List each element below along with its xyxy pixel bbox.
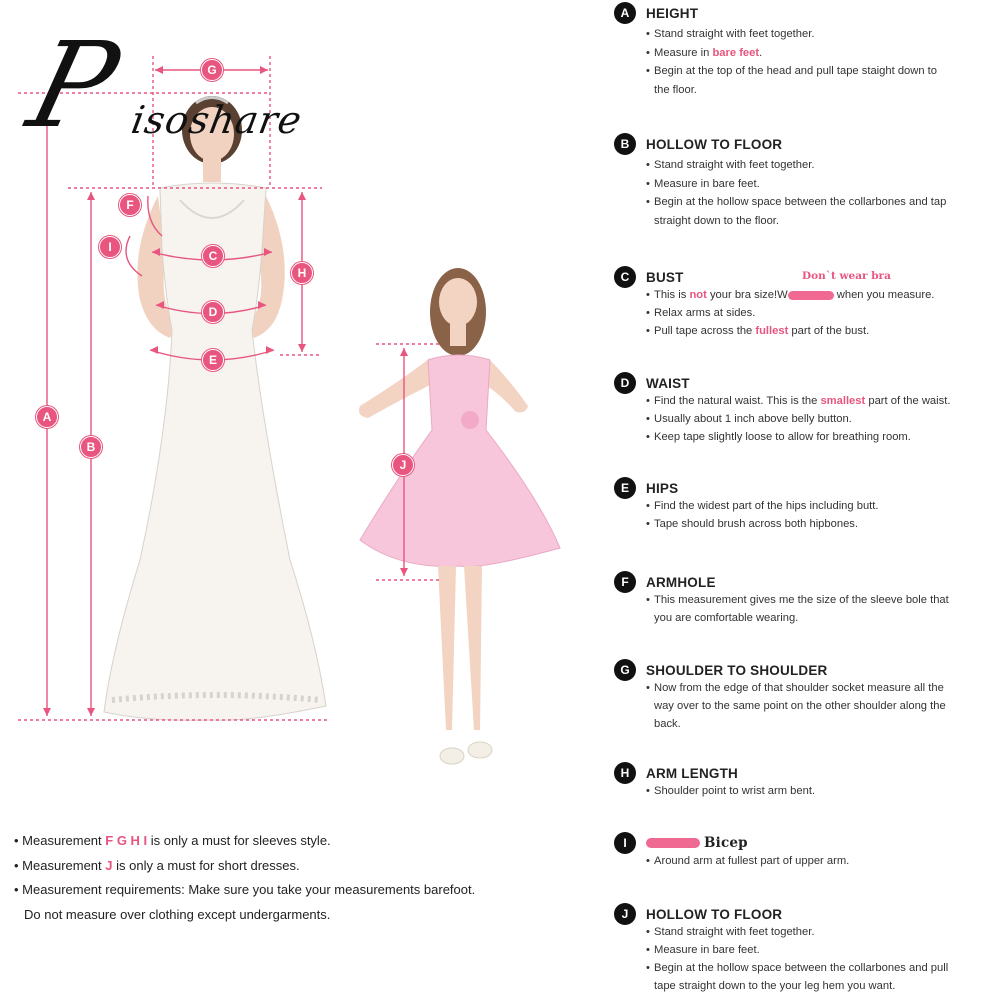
bullet-continuation: the floor. <box>654 83 697 96</box>
bullet-continuation: you are comfortable wearing. <box>654 612 799 624</box>
bust-side-note: Don`t wear bra <box>802 270 891 282</box>
section-letter-j: J <box>614 903 636 925</box>
section-title: Bicep <box>704 835 748 851</box>
short-dress-model-illustration <box>359 268 560 764</box>
marker-i: I <box>99 236 121 258</box>
marker-g: G <box>201 59 223 81</box>
section-hollow-to-floor <box>614 132 994 230</box>
section-letter-e: E <box>614 477 636 499</box>
bullet: • Find the widest part of the hips including butt. <box>646 497 994 515</box>
short-model-face <box>439 278 477 326</box>
note-sleeves: • Measurement F G H I is only a must for sleeves style. <box>14 833 331 848</box>
bullet: • Now from the edge of that shoulder socket measure all the <box>646 679 994 697</box>
bullet: • Find the natural waist. This is the smallest part of the waist. <box>646 392 994 410</box>
bullet: • Relax arms at sides. <box>646 304 994 322</box>
section-letter-d: D <box>614 372 636 394</box>
scribble-redaction <box>646 838 700 848</box>
marker-h: H <box>291 262 313 284</box>
section-arm-length <box>614 761 994 800</box>
marker-j: J <box>392 454 414 476</box>
gown-model-illustration <box>104 96 326 720</box>
bullet-continuation: back. <box>654 718 681 730</box>
section-title: WAIST <box>646 375 690 391</box>
section-letter-f: F <box>614 571 636 593</box>
section-title: SHOULDER TO SHOULDER <box>646 662 828 678</box>
brand-logo <box>16 16 306 182</box>
section-bicep <box>614 831 994 870</box>
bullet: • Stand straight with feet together. <box>646 25 994 44</box>
bullet: • This measurement gives me the size of the sleeve bole that <box>646 591 994 609</box>
measurement-instructions <box>614 0 994 1000</box>
section-letter-i: I <box>614 832 636 854</box>
bullet: • Stand straight with feet together. <box>646 156 994 175</box>
short-model-right-leg <box>464 566 482 730</box>
note-short-dress: • Measurement J is only a must for short dresses. <box>14 857 300 873</box>
note-requirements: • Measurement requirements: Make sure you take your measurements barefoot. <box>14 882 476 897</box>
marker-a: A <box>36 406 58 428</box>
marker-f: F <box>119 194 141 216</box>
bullet: • Usually about 1 inch above belly button. <box>646 410 994 428</box>
short-model-neck <box>450 324 466 346</box>
pink-short-dress <box>360 355 560 567</box>
brand-logo-initial: P <box>16 16 131 154</box>
short-model-right-arm <box>484 358 528 412</box>
section-title: HOLLOW TO FLOOR <box>646 906 783 922</box>
section-title: ARM LENGTH <box>646 765 738 781</box>
section-armhole <box>614 570 994 627</box>
section-title: HOLLOW TO FLOOR <box>646 136 783 152</box>
short-model-left-arm <box>359 358 432 418</box>
left-shoe <box>440 748 464 764</box>
bullet: • Stand straight with feet together. <box>646 923 994 941</box>
section-letter-h: H <box>614 762 636 784</box>
section-waist <box>614 371 994 446</box>
section-height <box>614 1 994 99</box>
bullet: • Pull tape across the fullest part of the bust. <box>646 322 994 340</box>
measurement-figure-area <box>0 0 600 800</box>
short-model-left-leg <box>438 566 456 730</box>
right-shoe <box>468 742 492 758</box>
bullet: • Measure in bare feet. <box>646 44 994 63</box>
bullet-continuation: tape straight down to the your leg hem you want. <box>654 980 896 992</box>
section-title: HIPS <box>646 480 679 496</box>
measurement-notes <box>14 829 574 927</box>
section-shoulder-to-shoulder <box>614 658 994 733</box>
marker-e: E <box>202 349 224 371</box>
bullet: • Begin at the hollow space between the collarbones and pull <box>646 959 994 977</box>
section-letter-b: B <box>614 133 636 155</box>
section-letter-g: G <box>614 659 636 681</box>
bullet: • Tape should brush across both hipbones. <box>646 515 994 533</box>
bullet: • Keep tape slightly loose to allow for breathing room. <box>646 428 994 446</box>
section-letter-a: A <box>614 2 636 24</box>
note-clothing: Do not measure over clothing except undergarments. <box>24 906 331 922</box>
marker-d: D <box>202 301 224 323</box>
bullet: • Shoulder point to wrist arm bent. <box>646 782 994 800</box>
bullet: • Begin at the top of the head and pull tape staight down to <box>646 62 994 81</box>
bullet: • Around arm at fullest part of upper arm. <box>646 852 994 870</box>
section-title: BUST <box>646 269 684 285</box>
marker-c: C <box>202 245 224 267</box>
section-hips <box>614 476 994 533</box>
bullet-continuation: straight down to the floor. <box>654 214 780 227</box>
scribble-redaction <box>788 291 834 300</box>
bullet: • Begin at the hollow space between the collarbones and tap <box>646 193 994 212</box>
brand-logo-rest: isoshare <box>128 98 306 142</box>
section-title: ARMHOLE <box>646 574 716 590</box>
bullet-continuation: way over to the same point on the other shoulder along the <box>654 700 946 712</box>
bullet: • Measure in bare feet. <box>646 175 994 194</box>
bullet: • Measure in bare feet. <box>646 941 994 959</box>
bullet: • This is not your bra size!W when you measure. <box>646 286 994 304</box>
section-hollow-to-floor-short <box>614 902 994 995</box>
marker-b: B <box>80 436 102 458</box>
section-title: HEIGHT <box>646 5 699 21</box>
section-letter-c: C <box>614 266 636 288</box>
dress-flower <box>461 411 479 429</box>
